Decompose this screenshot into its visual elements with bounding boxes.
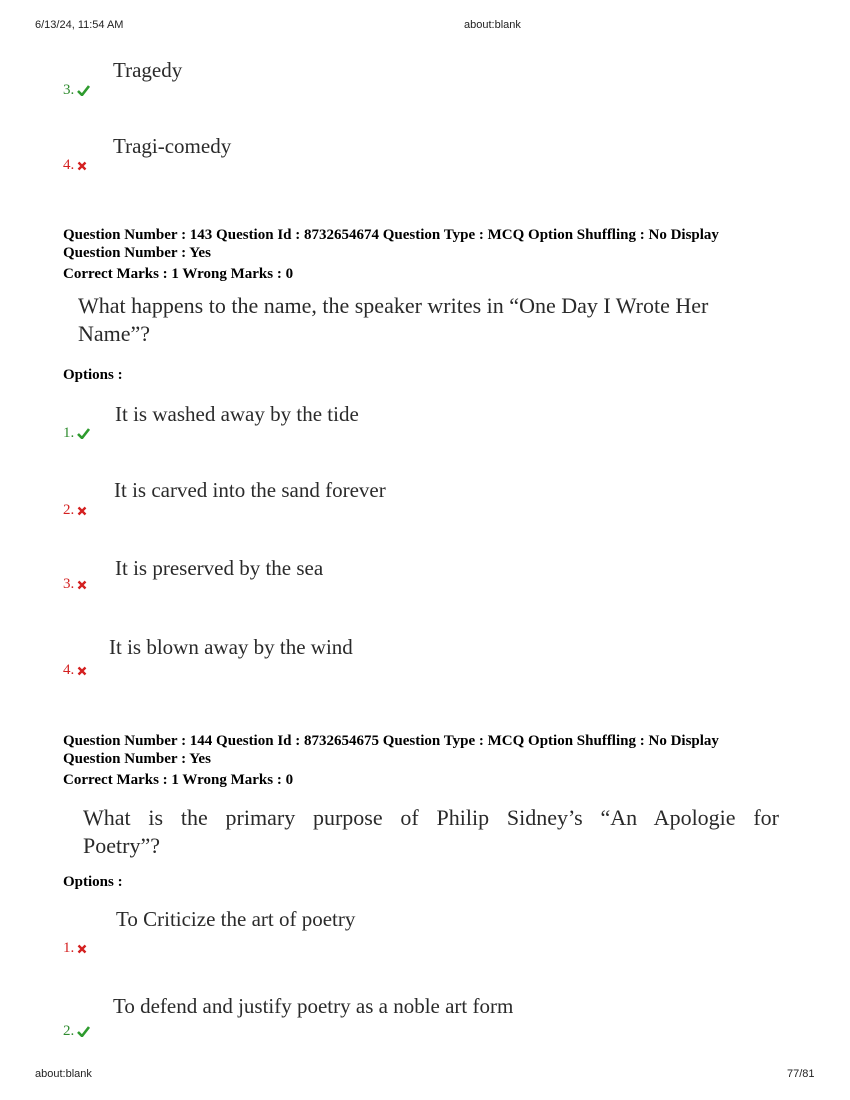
option-number: 4. — [63, 662, 87, 679]
question-meta: Question Number : 144 Question Id : 8732654675 Question Type : MCQ Option Shuffling : No Display — [63, 733, 719, 749]
question-marks: Correct Marks : 1 Wrong Marks : 0 — [63, 772, 294, 788]
option-number: 4. — [63, 157, 87, 174]
option-text: To defend and justify poetry as a noble art form — [113, 994, 514, 1018]
option-number: 2. — [63, 1023, 90, 1040]
option-text: To Criticize the art of poetry — [116, 907, 356, 931]
cross-icon — [77, 666, 87, 676]
option-text: Tragedy — [113, 58, 183, 82]
question-text: What is the primary purpose of Philip Sidney’s “An Apologie for — [83, 805, 779, 830]
options-label: Options : — [63, 367, 123, 383]
check-icon — [77, 1026, 90, 1037]
options-label: Options : — [63, 874, 123, 890]
option-number: 3. — [63, 576, 87, 593]
option-text: It is carved into the sand forever — [114, 478, 386, 502]
question-marks: Correct Marks : 1 Wrong Marks : 0 — [63, 266, 294, 282]
check-icon — [77, 85, 90, 96]
option-number: 2. — [63, 502, 87, 519]
option-text: It is blown away by the wind — [109, 635, 353, 659]
question-text-cont: Name”? — [78, 321, 151, 346]
cross-icon — [77, 161, 87, 171]
print-title: about:blank — [464, 19, 521, 31]
question-text-cont: Poetry”? — [83, 833, 160, 858]
question-meta: Question Number : 143 Question Id : 8732654674 Question Type : MCQ Option Shuffling : No Display — [63, 227, 719, 243]
option-number: 3. — [63, 82, 90, 99]
cross-icon — [77, 944, 87, 954]
option-text: Tragi-comedy — [113, 134, 232, 158]
question-meta-cont: Question Number : Yes — [63, 245, 211, 261]
page-number: 77/81 — [787, 1068, 815, 1080]
option-number: 1. — [63, 940, 87, 957]
option-text: It is washed away by the tide — [115, 402, 359, 426]
print-url: about:blank — [35, 1068, 92, 1080]
check-icon — [77, 428, 90, 439]
option-number: 1. — [63, 425, 90, 442]
cross-icon — [77, 580, 87, 590]
cross-icon — [77, 506, 87, 516]
question-text: What happens to the name, the speaker writes in “One Day I Wrote Her — [78, 293, 709, 318]
print-datetime: 6/13/24, 11:54 AM — [35, 19, 124, 31]
question-meta-cont: Question Number : Yes — [63, 751, 211, 767]
option-text: It is preserved by the sea — [115, 556, 324, 580]
